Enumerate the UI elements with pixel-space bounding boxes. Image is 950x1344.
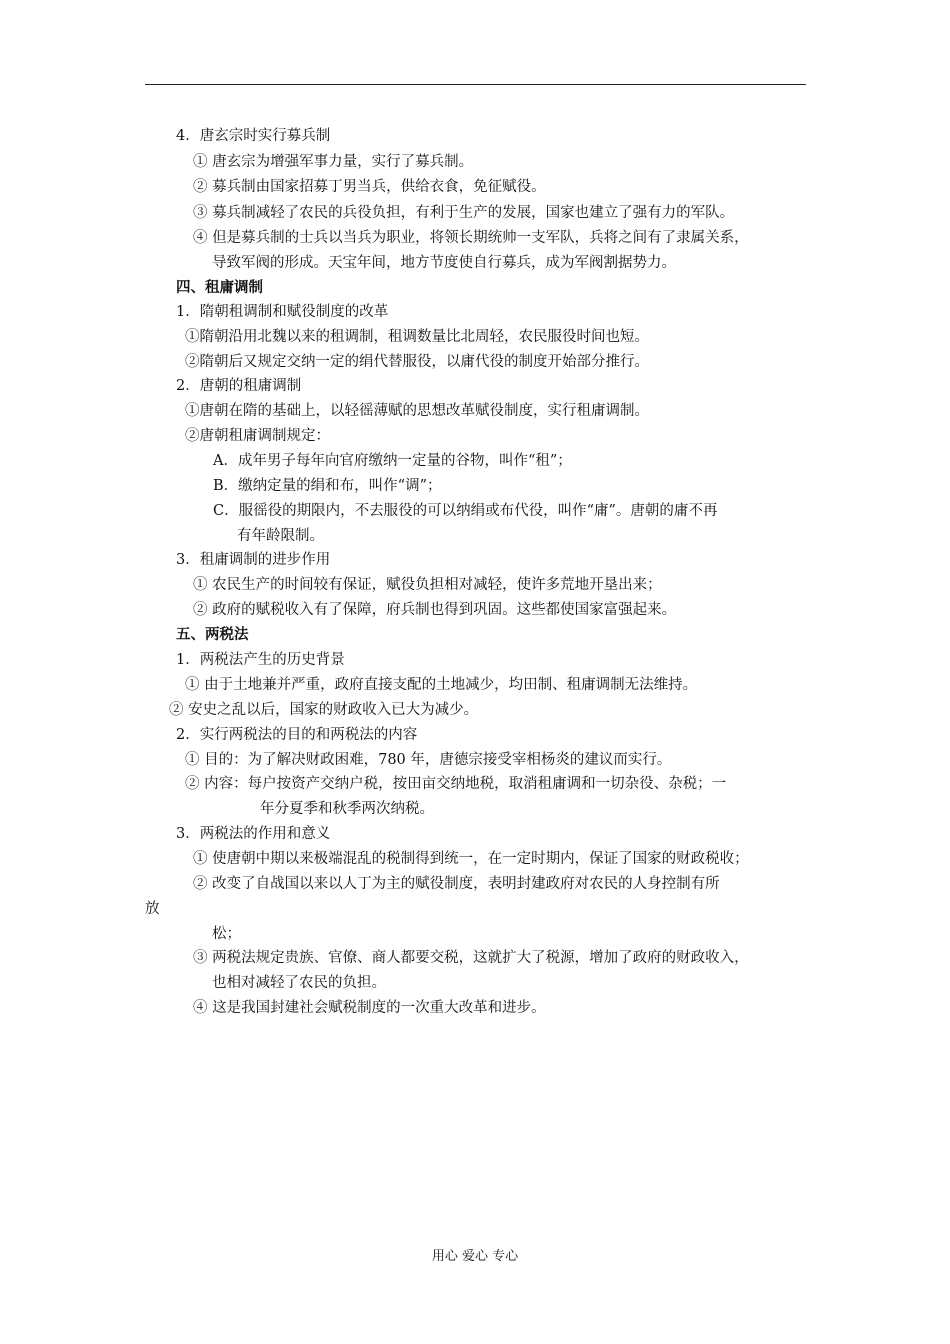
page-footer: 用心 爱心 专心 xyxy=(431,1249,519,1264)
zuyong-2-rule-b: B．缴纳定量的绢和布，叫作“调”； xyxy=(213,478,442,494)
liangshui-3-item-2-cont: 松； xyxy=(212,926,241,942)
liangshui-3-item-2-wrap: 放 xyxy=(145,901,160,917)
liangshui-2-item-2-cont: 年分夏季和秋季两次纳税。 xyxy=(260,801,434,817)
section-4-item-1: ① 唐玄宗为增强军事力量，实行了募兵制。 xyxy=(193,154,474,170)
zuyong-3-item-1: ① 农民生产的时间较有保证，赋役负担相对减轻，使许多荒地开垦出来； xyxy=(193,577,662,593)
liangshui-3-item-3-cont: 也相对减轻了农民的负担。 xyxy=(212,975,386,991)
zuyong-1-item-2: ②隋朝后又规定交纳一定的绢代替服役，以庸代役的制度开始部分推行。 xyxy=(185,354,649,370)
liangshui-3-item-3: ③ 两税法规定贵族、官僚、商人都要交税，这就扩大了税源，增加了政府的财政收入， xyxy=(193,950,749,966)
liangshui-1-title: 1．两税法产生的历史背景 xyxy=(176,652,345,668)
section-4-title: 4．唐玄宗时实行募兵制 xyxy=(176,128,331,144)
zuyong-3-item-2: ② 政府的赋税收入有了保障，府兵制也得到巩固。这些都使国家富强起来。 xyxy=(193,602,677,618)
liangshui-3-title: 3．两税法的作用和意义 xyxy=(176,826,331,842)
liangshui-2-item-1: ① 目的：为了解决财政困难，780 年，唐德宗接受宰相杨炎的建议而实行。 xyxy=(185,752,672,768)
zuyong-1-title: 1．隋朝租调制和赋役制度的改革 xyxy=(176,304,389,320)
zuyong-2-rule-c-cont: 有年龄限制。 xyxy=(237,528,324,544)
liangshui-2-item-2: ② 内容：每户按资产交纳户税，按田亩交纳地税，取消租庸调和一切杂役、杂税；一 xyxy=(185,776,727,792)
section-4-item-2: ② 募兵制由国家招募丁男当兵，供给衣食，免征赋役。 xyxy=(193,179,546,195)
liangshui-1-item-1: ① 由于土地兼并严重，政府直接支配的土地减少，均田制、租庸调制无法维持。 xyxy=(185,677,698,693)
liangshui-2-title: 2．实行两税法的目的和两税法的内容 xyxy=(176,727,418,743)
zuyong-2-title: 2．唐朝的租庸调制 xyxy=(176,378,302,394)
liangshui-3-item-1: ① 使唐朝中期以来极端混乱的税制得到统一，在一定时期内，保证了国家的财政税收； xyxy=(193,851,749,867)
section-4-item-4-cont: 导致军阀的形成。天宝年间，地方节度使自行募兵，成为军阀割据势力。 xyxy=(212,255,676,271)
liangshui-1-item-2: ② 安史之乱以后，国家的财政收入已大为减少。 xyxy=(169,702,479,718)
liangshui-3-item-4: ④ 这是我国封建社会赋税制度的一次重大改革和进步。 xyxy=(193,1000,546,1016)
liangshui-3-item-2: ② 改变了自战国以来以人丁为主的赋役制度，表明封建政府对农民的人身控制有所 xyxy=(193,876,720,892)
zuyong-3-title: 3．租庸调制的进步作用 xyxy=(176,552,331,568)
zuyong-2-item-1: ①唐朝在隋的基础上，以轻徭薄赋的思想改革赋役制度，实行租庸调制。 xyxy=(185,403,649,419)
section-4-item-3: ③ 募兵制减轻了农民的兵役负担，有利于生产的发展，国家也建立了强有力的军队。 xyxy=(193,205,735,221)
zuyong-1-item-1: ①隋朝沿用北魏以来的租调制，租调数量比北周轻，农民服役时间也短。 xyxy=(185,329,649,345)
header-rule xyxy=(145,84,806,85)
zuyong-2-item-2: ②唐朝租庸调制规定： xyxy=(185,428,330,444)
heading-zuyongdiao: 四、租庸调制 xyxy=(176,279,263,296)
zuyong-2-rule-c: C．服徭役的期限内，不去服役的可以纳绢或布代役，叫作“庸”。唐朝的庸不再 xyxy=(213,503,718,519)
section-4-item-4: ④ 但是募兵制的士兵以当兵为职业，将领长期统帅一支军队，兵将之间有了隶属关系， xyxy=(193,230,749,246)
heading-liangshuifa: 五、两税法 xyxy=(176,626,249,643)
zuyong-2-rule-a: A．成年男子每年向官府缴纳一定量的谷物，叫作“租”； xyxy=(213,453,572,469)
